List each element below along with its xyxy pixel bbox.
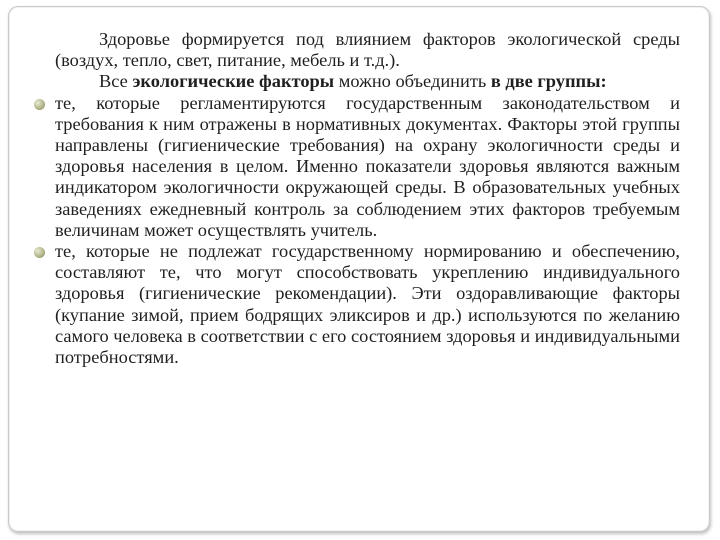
groups-bold-factors: экологические факторы (132, 71, 335, 92)
groups-mid-text: можно объединить (338, 71, 487, 92)
bullet-text: те, которые регламентируются государственным законодательством и требования к ним отражены в нормативных документах. Факторы этой группы направлены (гигиенические требования) на охрану экологичности среды и здоровья населения в целом. Именно показатели здоровья являются важным индикатором экологичности окружающей среды. В образовательных учебных заведениях ежедневный контроль за соблюдением этих факторов требуемым величинам может осуществлять учитель. (55, 92, 680, 240)
groups-bold-two: в две группы: (490, 71, 607, 92)
bullet-text: те, которые не подлежат государственному нормированию и обеспечению, составляют те, что могут способствовать укреплению индивидуального здоровья (гигиенические рекомендации). Эти оздоравливающие факторы (купание зимой, прием бодрящих эликсиров и др.) используются по желанию самого человека в соответствии с его состоянием здоровья и индивидуальными потребностями. (55, 241, 680, 368)
slide-content (55, 29, 680, 368)
bullet-item-regulated (55, 93, 680, 241)
bullet-item-unregulated (55, 241, 680, 368)
bullet-dot-icon (34, 247, 45, 258)
groups-lead-text: Все (99, 71, 128, 92)
bullet-dot-icon (34, 99, 45, 110)
slide-frame (8, 6, 710, 532)
intro-paragraph: Здоровье формируется под влиянием факторов экологической среды (воздух, тепло, свет, питание, мебель и т.д.). (55, 29, 680, 71)
groups-paragraph (55, 71, 680, 92)
